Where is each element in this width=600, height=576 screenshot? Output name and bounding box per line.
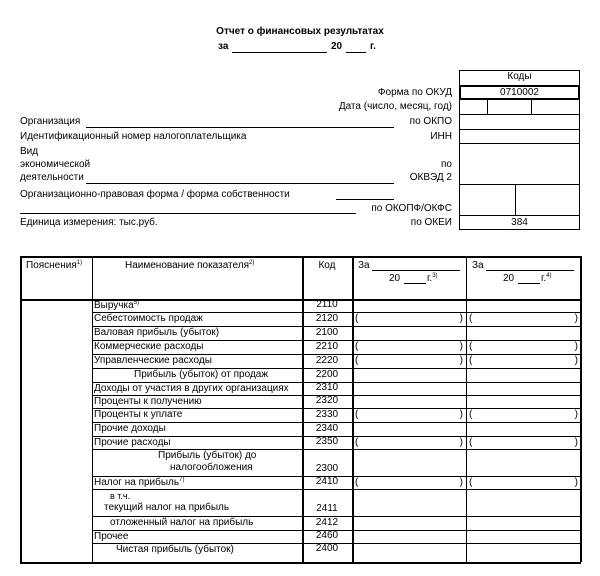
row-name-text: Проценты к уплате — [94, 409, 183, 420]
row-value-current[interactable] — [352, 436, 466, 449]
row-value-current[interactable] — [352, 449, 466, 476]
row-name — [94, 341, 204, 353]
table-row — [20, 326, 581, 340]
paren-close: ) — [459, 409, 463, 420]
table-row — [20, 449, 581, 476]
row-value-previous[interactable] — [466, 436, 581, 449]
row-value-previous[interactable] — [466, 543, 581, 556]
row-value-previous[interactable] — [466, 422, 581, 436]
table-row — [20, 543, 581, 556]
name-header — [125, 260, 254, 272]
paren-open: ( — [355, 313, 359, 324]
row-code: 2310 — [315, 382, 339, 393]
legal-form-label: Организационно-правовая форма / форма собственности — [20, 189, 290, 200]
organization-label: Организация — [20, 116, 81, 127]
col2-year-field[interactable] — [518, 283, 540, 284]
row-name-text: Прибыль (убыток) от продаж — [134, 369, 269, 380]
row-name — [94, 300, 139, 312]
table-row — [20, 530, 581, 543]
row-value-current[interactable] — [352, 395, 466, 408]
paren-open: ( — [355, 409, 359, 420]
okopf-label: по ОКОПФ/ОКФС — [371, 203, 452, 214]
okei-label: по ОКЕИ — [410, 217, 452, 228]
row-value-previous[interactable] — [466, 395, 581, 408]
row-value-current[interactable] — [352, 516, 466, 530]
paren-close: ) — [459, 477, 463, 488]
row-value-previous[interactable] — [466, 449, 581, 476]
paren-open: ( — [355, 355, 359, 366]
row-name — [94, 437, 171, 449]
col2-za: За — [472, 260, 484, 271]
row-name-text: Налог на прибыль — [94, 477, 180, 488]
row-code: 2460 — [315, 530, 339, 541]
legal-form-field-2[interactable] — [20, 213, 356, 214]
activity-field[interactable] — [86, 183, 394, 184]
row-value-previous[interactable] — [466, 489, 581, 516]
row-value-current[interactable] — [352, 489, 466, 516]
financial-table — [20, 256, 581, 562]
row-name — [134, 369, 268, 381]
period-prefix: за — [218, 41, 229, 52]
row-value-current[interactable] — [352, 382, 466, 395]
paren-close: ) — [459, 341, 463, 352]
row-name-sup: 5) — [133, 300, 140, 306]
table-row — [20, 422, 581, 436]
row-name-text: Себестоимость продаж — [94, 313, 203, 324]
row-name — [94, 355, 212, 367]
row-name — [94, 423, 166, 435]
report-title: Отчет о финансовых результатах — [216, 26, 384, 37]
row-value-previous[interactable] — [466, 368, 581, 382]
row-value-current[interactable] — [352, 326, 466, 340]
row-code: 2340 — [315, 423, 339, 434]
table-row — [20, 368, 581, 382]
row-value-previous[interactable] — [466, 312, 581, 326]
row-value-previous[interactable] — [466, 530, 581, 543]
period-year-field[interactable] — [346, 52, 366, 53]
row-value-previous[interactable] — [466, 516, 581, 530]
paren-open: ( — [469, 355, 473, 366]
notes-header-label: Пояснения — [26, 260, 77, 271]
paren-close: ) — [574, 409, 578, 420]
row-name — [116, 544, 234, 556]
legal-form-field-1[interactable] — [336, 199, 394, 200]
row-code: 2411 — [316, 503, 338, 514]
table-row — [20, 312, 581, 326]
code-header: Код — [318, 260, 336, 271]
row-code: 2200 — [315, 369, 339, 380]
paren-close: ) — [459, 437, 463, 448]
row-value-current[interactable] — [352, 312, 466, 326]
row-value-current[interactable] — [352, 368, 466, 382]
row-code: 2210 — [315, 341, 339, 352]
col2-year-suffix — [541, 273, 552, 285]
table-row — [20, 436, 581, 449]
row-name-sup: 7) — [179, 477, 185, 483]
row-name-text: Управленческие расходы — [94, 355, 212, 366]
table-row — [20, 340, 581, 354]
col1-sup: 3) — [432, 273, 438, 279]
table-row — [20, 516, 581, 530]
okved-label-1: по — [441, 159, 452, 170]
row-name-text: Валовая прибыль (убыток) — [94, 327, 220, 338]
row-name-text: Проценты к получению — [94, 396, 202, 407]
row-value-current[interactable] — [352, 354, 466, 368]
row-name-line: Прибыль (убыток) до — [158, 450, 257, 461]
col2-year-prefix: 20 — [503, 273, 515, 284]
row-name-text: Прочее — [94, 531, 129, 542]
col2-g: г. — [541, 273, 547, 284]
period-year-prefix: 20 — [331, 41, 343, 52]
inn-description: Идентификационный номер налогоплательщика — [20, 131, 247, 142]
row-value-previous[interactable] — [466, 326, 581, 340]
activity-label-2: экономической — [20, 159, 91, 170]
row-value-current[interactable] — [352, 299, 466, 312]
row-name-text: отложенный налог на прибыль — [110, 517, 254, 528]
inn-label: ИНН — [430, 131, 452, 142]
paren-close: ) — [574, 355, 578, 366]
date-label: Дата (число, месяц, год) — [338, 101, 452, 112]
row-value-previous[interactable] — [466, 476, 581, 489]
paren-close: ) — [574, 341, 578, 352]
col2-sup: 4) — [546, 273, 552, 279]
row-code: 2100 — [315, 327, 339, 338]
row-value-previous[interactable] — [466, 382, 581, 395]
row-value-current[interactable] — [352, 422, 466, 436]
row-code: 2400 — [315, 543, 339, 554]
okpo-label: по ОКПО — [409, 116, 452, 127]
table-row — [20, 354, 581, 368]
table-row — [20, 382, 581, 395]
organization-field[interactable] — [86, 127, 394, 128]
activity-label-3: деятельности — [20, 172, 84, 183]
paren-open: ( — [469, 341, 473, 352]
paren-close: ) — [459, 355, 463, 366]
paren-close: ) — [574, 437, 578, 448]
row-name — [110, 517, 253, 529]
row-name-text: Доходы от участия в других организациях — [94, 383, 289, 394]
row-code: 2300 — [315, 463, 339, 474]
row-value-current[interactable] — [352, 543, 466, 556]
row-name-text: Чистая прибыль (убыток) — [116, 544, 234, 555]
col1-g: г. — [427, 273, 433, 284]
table-row — [20, 408, 581, 422]
row-name — [94, 531, 128, 543]
row-name — [158, 450, 256, 474]
row-name-text: Прочие расходы — [94, 437, 171, 448]
col1-year-suffix — [427, 273, 438, 285]
paren-open: ( — [469, 409, 473, 420]
report-period — [200, 41, 400, 55]
paren-open: ( — [355, 477, 359, 488]
okud-value[interactable]: 0710002 — [500, 87, 539, 98]
paren-open: ( — [469, 477, 473, 488]
period-date-field[interactable] — [232, 52, 327, 53]
row-code: 2110 — [316, 299, 338, 310]
row-name-text: Прочие доходы — [94, 423, 166, 434]
row-value-current[interactable] — [352, 340, 466, 354]
row-name — [94, 313, 203, 325]
paren-close: ) — [459, 313, 463, 324]
okud-label: Форма по ОКУД — [377, 87, 452, 98]
row-value-previous[interactable] — [466, 408, 581, 422]
paren-close: ) — [574, 313, 578, 324]
name-header-sup: 2) — [249, 260, 255, 266]
row-value-previous[interactable] — [466, 299, 581, 312]
col1-year-field[interactable] — [404, 283, 426, 284]
row-name — [94, 327, 219, 339]
table-row — [20, 299, 581, 312]
row-code: 2330 — [315, 409, 339, 420]
row-name — [94, 477, 184, 489]
col1-za: За — [358, 260, 370, 271]
row-value-previous[interactable] — [466, 354, 581, 368]
row-name-text: Выручка — [94, 300, 134, 311]
row-code: 2410 — [315, 476, 339, 487]
paren-close: ) — [574, 477, 578, 488]
table-row — [20, 395, 581, 408]
row-name — [94, 396, 202, 408]
table-row — [20, 476, 581, 489]
row-value-current[interactable] — [352, 530, 466, 543]
row-code: 2220 — [315, 355, 339, 366]
row-name-line: в т.ч. — [110, 491, 131, 501]
paren-open: ( — [355, 341, 359, 352]
okved-label-2: ОКВЭД 2 — [409, 172, 452, 183]
unit-label: Единица измерения: тыс.руб. — [20, 217, 158, 228]
row-value-current[interactable] — [352, 408, 466, 422]
codes-header: Коды — [507, 71, 532, 82]
notes-header-sup: 1) — [76, 260, 83, 266]
row-code: 2350 — [315, 436, 339, 447]
row-name — [94, 383, 289, 395]
col1-period-field[interactable] — [372, 270, 460, 271]
notes-header — [26, 260, 82, 272]
row-name-line: текущий налог на прибыль — [104, 502, 230, 513]
paren-open: ( — [355, 437, 359, 448]
col1-year-prefix: 20 — [389, 273, 401, 284]
row-name-line: налогообложения — [170, 462, 253, 473]
row-value-previous[interactable] — [466, 340, 581, 354]
row-code: 2320 — [315, 395, 339, 406]
period-year-suffix: г. — [370, 41, 376, 52]
row-value-current[interactable] — [352, 476, 466, 489]
okei-value[interactable]: 384 — [511, 217, 528, 228]
activity-label-1: Вид — [20, 146, 39, 157]
name-header-label: Наименование показателя — [125, 260, 249, 271]
row-name-text: Коммерческие расходы — [94, 341, 204, 352]
row-name — [94, 409, 182, 421]
row-code: 2120 — [315, 313, 339, 324]
table-row — [20, 489, 581, 516]
paren-open: ( — [469, 313, 473, 324]
paren-open: ( — [469, 437, 473, 448]
col2-period-field[interactable] — [486, 270, 574, 271]
row-code: 2412 — [315, 517, 339, 528]
row-name — [104, 490, 230, 514]
